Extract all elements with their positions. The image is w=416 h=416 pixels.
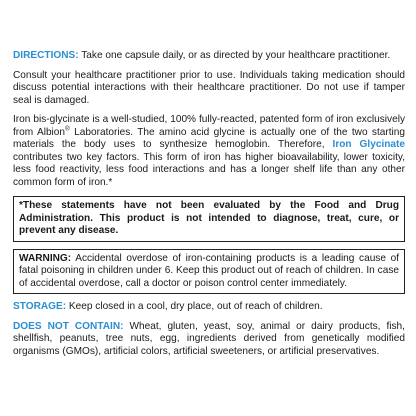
storage-section [13,301,405,314]
warning-label: WARNING: [19,252,72,264]
fda-disclaimer-text: *These statements have not been evaluated by the Food and Drug Administration. This product is not intended to diagnose, treat, cure, or prevent any disease. [19,200,399,236]
label-panel [13,50,405,358]
does-not-contain-section [13,321,405,359]
storage-label: STORAGE: [13,301,67,312]
does-not-contain-text: Wheat, gluten, yeast, soy, animal or dairy products, fish, shellfish, peanuts, tree nuts, egg, ingredients derived from genetically modified organisms (GMOs), artificial colors, artificial sweeteners, or artificial preservatives. [13,320,405,357]
does-not-contain-label: DOES NOT CONTAIN: [13,320,124,332]
iron-glycinate-highlight: Iron Glycinate [332,139,406,150]
iron-text-part1: Iron bis-glycinate is a well-studied, 100% fully-reacted, patented form of iron exclusively from Albion [13,114,405,138]
fda-disclaimer-box [13,196,405,242]
warning-section [19,253,399,291]
directions-section [13,50,405,63]
storage-text: Keep closed in a cool, dry place, out of reach of children. [66,301,323,312]
directions-label: DIRECTIONS: [13,50,79,61]
iron-text-part3: contributes two key factors. This form of iron has higher bioavailability, lower toxicity, less food reactivity, less food interactions and has a longer shelf life than any other common form of iron.* [13,151,405,188]
iron-text-part2: Laboratories. The amino acid glycine is actually one of the two starting materials the body uses to synthesize hemoglobin. Therefore, [13,126,405,150]
iron-description [13,114,405,189]
warning-box [13,249,405,295]
warning-text: Accidental overdose of iron-containing products is a leading cause of fatal poisoning in children under 6. Keep this product out of reach of children. In case of accidental overdose, call a doctor or poison control center immediately. [19,252,399,289]
consult-section: Consult your healthcare practitioner prior to use. Individuals taking medication should discuss potential interactions with their healthcare practitioner. Do not use if tamper seal is damaged. [13,69,405,106]
registered-mark: ® [65,125,70,133]
directions-text: Take one capsule daily, or as directed by your healthcare practitioner. [78,50,391,61]
